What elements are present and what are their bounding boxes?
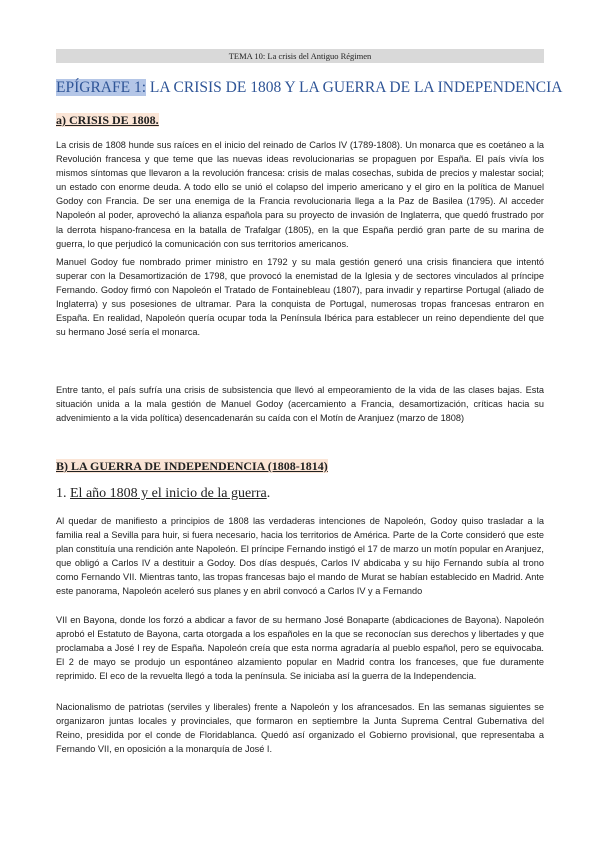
section-b-heading <box>56 459 328 474</box>
paragraph: Entre tanto, el país sufría una crisis de subsistencia que llevó al empeoramiento de la vida de las clases bajas. Esta situación unida a la mala gestión de Manuel Godoy (acercamiento a Francia, desamortización, críticas hacia su advenimiento a la vida política) desencadenarán su caída con el Motín de Aranjuez (marzo de 1808) <box>56 385 544 424</box>
section-b-title: B) LA GUERRA DE INDEPENDENCIA (1808-1814) <box>56 459 328 473</box>
subsection-tail: . <box>266 486 271 501</box>
section-a-heading <box>56 113 159 128</box>
epigrafe-title: LA CRISIS DE 1808 Y LA GUERRA DE LA INDEPENDENCIA <box>146 79 563 96</box>
header-title: TEMA 10: La crisis del Antiguo Régimen <box>228 51 372 61</box>
section-a-title: a) CRISIS DE 1808. <box>56 113 159 127</box>
epigrafe-heading <box>56 78 563 98</box>
epigrafe-label: EPÍGRAFE 1: <box>56 79 146 96</box>
paragraph: Manuel Godoy fue nombrado primer ministro en 1792 y su mala gestión generó una crisis financiera que intentó superar con la Desamortización de 1798, que provocó la enemistad de la Iglesia y de sectores vinculados al príncipe Fernando. Godoy firmó con Napoleón el Tratado de Fontainebleau (1807), para invadir y repartirse Portugal (aliado de Inglaterra) y sus posesiones de ultramar. Para la conquista de Portugal, numerosas tropas francesas entraron en España. En realidad, Napoleón quería ocupar toda la Península Ibérica para establecer un reino dependiente del que su hermano José sería el monarca. <box>56 257 544 338</box>
subsection-title: El año 1808 y el inicio de la guerra <box>70 486 267 501</box>
paragraph: Nacionalismo de patriotas (serviles y liberales) frente a Napoleón y los afrancesados. En las semanas siguientes se organizaron juntas locales y provinciales, que formaron en septiembre la Junta Suprema Central Gubernativa del Reino, presidida por el conde de Floridablanca. Quedó así organizado el Gobierno provisional, que representaba a Fernando VII, en oposición a la monarquía de José I. <box>56 702 544 755</box>
paragraph: La crisis de 1808 hunde sus raíces en el inicio del reinado de Carlos IV (1789-1808). Un monarca que es coetáneo a la Revolución francesa y que teme que las nuevas ideas revolucionarias se propaguen por España. El país vivía los mismos síntomas que llevaron a la revolución francesa: crisis de malas cosechas, subida de precios y malestar social; un estado con enorme deuda. A todo ello se unió el colapso del imperio americano y el giro en la política de Manuel Godoy con Francia. De ser una enemiga de la Francia revolucionaria llega a la Paz de Basilea (1795). Al acceder Napoleón al poder, aprovechó la alianza española para su proyecto de invasión de Inglaterra, que quedó frustrado por la derrota hispano-francesa en la batalla de Trafalgar (1805), en la que España perdió gran parte de su marina de guerra, lo que perjudicó la comunicación con sus territorios americanos. <box>56 140 544 249</box>
page-header <box>56 49 544 63</box>
paragraph: VII en Bayona, donde los forzó a abdicar a favor de su hermano José Bonaparte (abdicaciones de Bayona). Napoleón aprobó el Estatuto de Bayona, carta otorgada a los españoles en la que se reconocían sus derechos y libertades y que proclamaba a José I rey de España. Napoleón creía que esta norma agradaría al pueblo español, pero se equivocaba. El 2 de mayo se produjo un espontáneo alzamiento popular en Madrid contra los franceses, que fue duramente reprimido. El eco de la revuelta llegó a toda la península. Se iniciaba así la guerra de la Independencia. <box>56 615 544 682</box>
subsection-number: 1. <box>56 486 70 501</box>
subsection-1-heading <box>56 486 270 502</box>
paragraph: Al quedar de manifiesto a principios de 1808 las verdaderas intenciones de Napoleón, Godoy quiso trasladar a la familia real a Sevilla para huir, si fuera necesario, hacia los territorios de América. Parte de la Corte consideró que este plan constituía una rendición ante Napoleón. El príncipe Fernando instigó el 17 de marzo un motín popular en Aranjuez, que obligó a Carlos IV a destituir a Godoy. Dos días después, Carlos IV abdicaba y su hijo Fernando subía al trono como Fernando VII. Mientras tanto, las tropas francesas bajo el mando de Murat se habían establecido en Madrid. Ante este panorama, Napoleón aceleró sus planes y en abril convocó a Carlos IV y a Fernando <box>56 516 544 597</box>
